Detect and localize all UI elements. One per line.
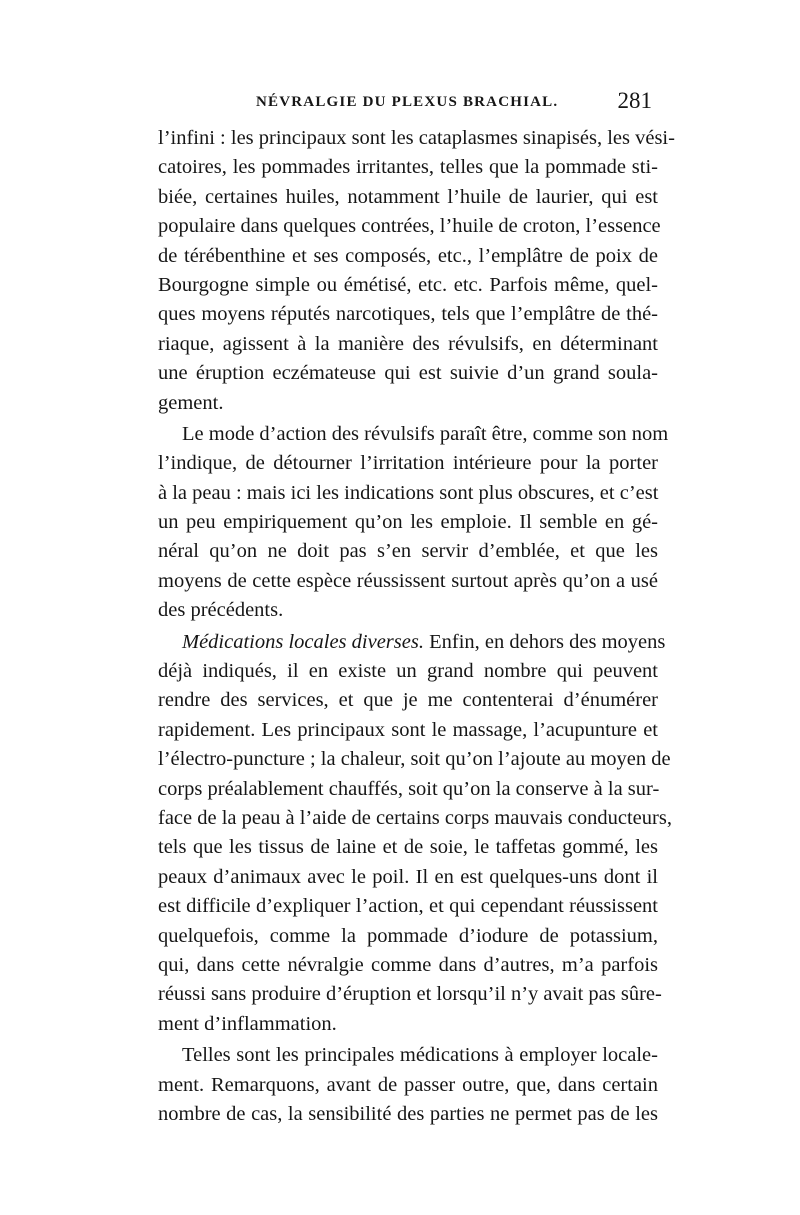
text-line: Telles sont les principales médications à employer locale- xyxy=(182,1044,658,1067)
text-line: Le mode d’action des révulsifs paraît être, comme son nom xyxy=(182,422,669,445)
text-line: est difficile d’expliquer l’action, et qui cependant réussissent xyxy=(158,895,658,918)
text-line: déjà indiqués, il en existe un grand nombre qui peuvent xyxy=(158,660,658,683)
text-line: des précédents. xyxy=(158,599,284,622)
text-line: catoires, les pommades irritantes, telles que la pommade sti- xyxy=(158,156,658,179)
text-line: Bourgogne simple ou émétisé, etc. etc. Parfois même, quel- xyxy=(158,273,658,296)
text-line: ques moyens réputés narcotiques, tels que l’emplâtre de thé- xyxy=(158,303,658,326)
text-line: une éruption eczémateuse qui est suivie d’un grand soula- xyxy=(158,362,658,385)
text-line: à la peau : mais ici les indications sont plus obscures, et c’est xyxy=(158,481,659,504)
text-line: l’électro-puncture ; la chaleur, soit qu’on l’ajoute au moyen de xyxy=(158,748,671,771)
running-title: NÉVRALGIE DU PLEXUS BRACHIAL. xyxy=(256,94,559,110)
running-head xyxy=(160,88,652,118)
text-run: Enfin, en dehors des moyens xyxy=(423,630,666,653)
text-line: néral qu’on ne doit pas s’en servir d’emblée, et que les xyxy=(158,540,658,563)
text-line: nombre de cas, la sensibilité des parties ne permet pas de les xyxy=(158,1102,658,1125)
text-line: moyens de cette espèce réussissent surtout après qu’on a usé xyxy=(158,569,658,592)
paragraph xyxy=(158,124,675,418)
text-line: qui, dans cette névralgie comme dans d’autres, m’a parfois xyxy=(158,953,658,976)
page-number: 281 xyxy=(617,88,652,113)
text-line: l’indique, de détourner l’irritation intérieure pour la porter xyxy=(158,452,658,475)
text-line: rendre des services, et que je me contenterai d’énumérer xyxy=(158,689,658,712)
text-line: réussi sans produire d’éruption et lorsqu’il n’y avait pas sûre- xyxy=(158,983,662,1006)
text-line: peaux d’animaux avec le poil. Il en est quelques-uns dont il xyxy=(158,865,658,888)
body-text xyxy=(158,124,675,1129)
text-line: ment d’inflammation. xyxy=(158,1012,337,1035)
text-line: un peu empiriquement qu’on les emploie. Il semble en gé- xyxy=(158,511,658,534)
text-line xyxy=(158,628,666,657)
text-line: riaque, agissent à la manière des révulsifs, en déterminant xyxy=(158,332,658,355)
text-line: populaire dans quelques contrées, l’huile de croton, l’essence xyxy=(158,215,661,238)
paragraph xyxy=(158,1041,658,1129)
text-line: biée, certaines huiles, notamment l’huile de laurier, qui est xyxy=(158,185,658,208)
text-line: ment. Remarquons, avant de passer outre, que, dans certain xyxy=(158,1073,658,1096)
paragraph xyxy=(158,420,669,626)
text-line: quelquefois, comme la pommade d’iodure de potassium, xyxy=(158,924,658,947)
paragraph xyxy=(158,628,672,1039)
text-line: face de la peau à l’aide de certains corps mauvais conducteurs, xyxy=(158,806,672,829)
section-heading: Médications locales diverses. xyxy=(182,630,424,653)
text-line: tels que les tissus de laine et de soie, le taffetas gommé, les xyxy=(158,836,658,859)
text-line: rapidement. Les principaux sont le massage, l’acupunture et xyxy=(158,718,658,741)
text-line: gement. xyxy=(158,391,224,414)
text-line: de térébenthine et ses composés, etc., l’emplâtre de poix de xyxy=(158,244,658,267)
text-line: corps préalablement chauffés, soit qu’on la conserve à la sur- xyxy=(158,777,660,800)
text-line: l’infini : les principaux sont les cataplasmes sinapisés, les vési- xyxy=(158,127,675,149)
